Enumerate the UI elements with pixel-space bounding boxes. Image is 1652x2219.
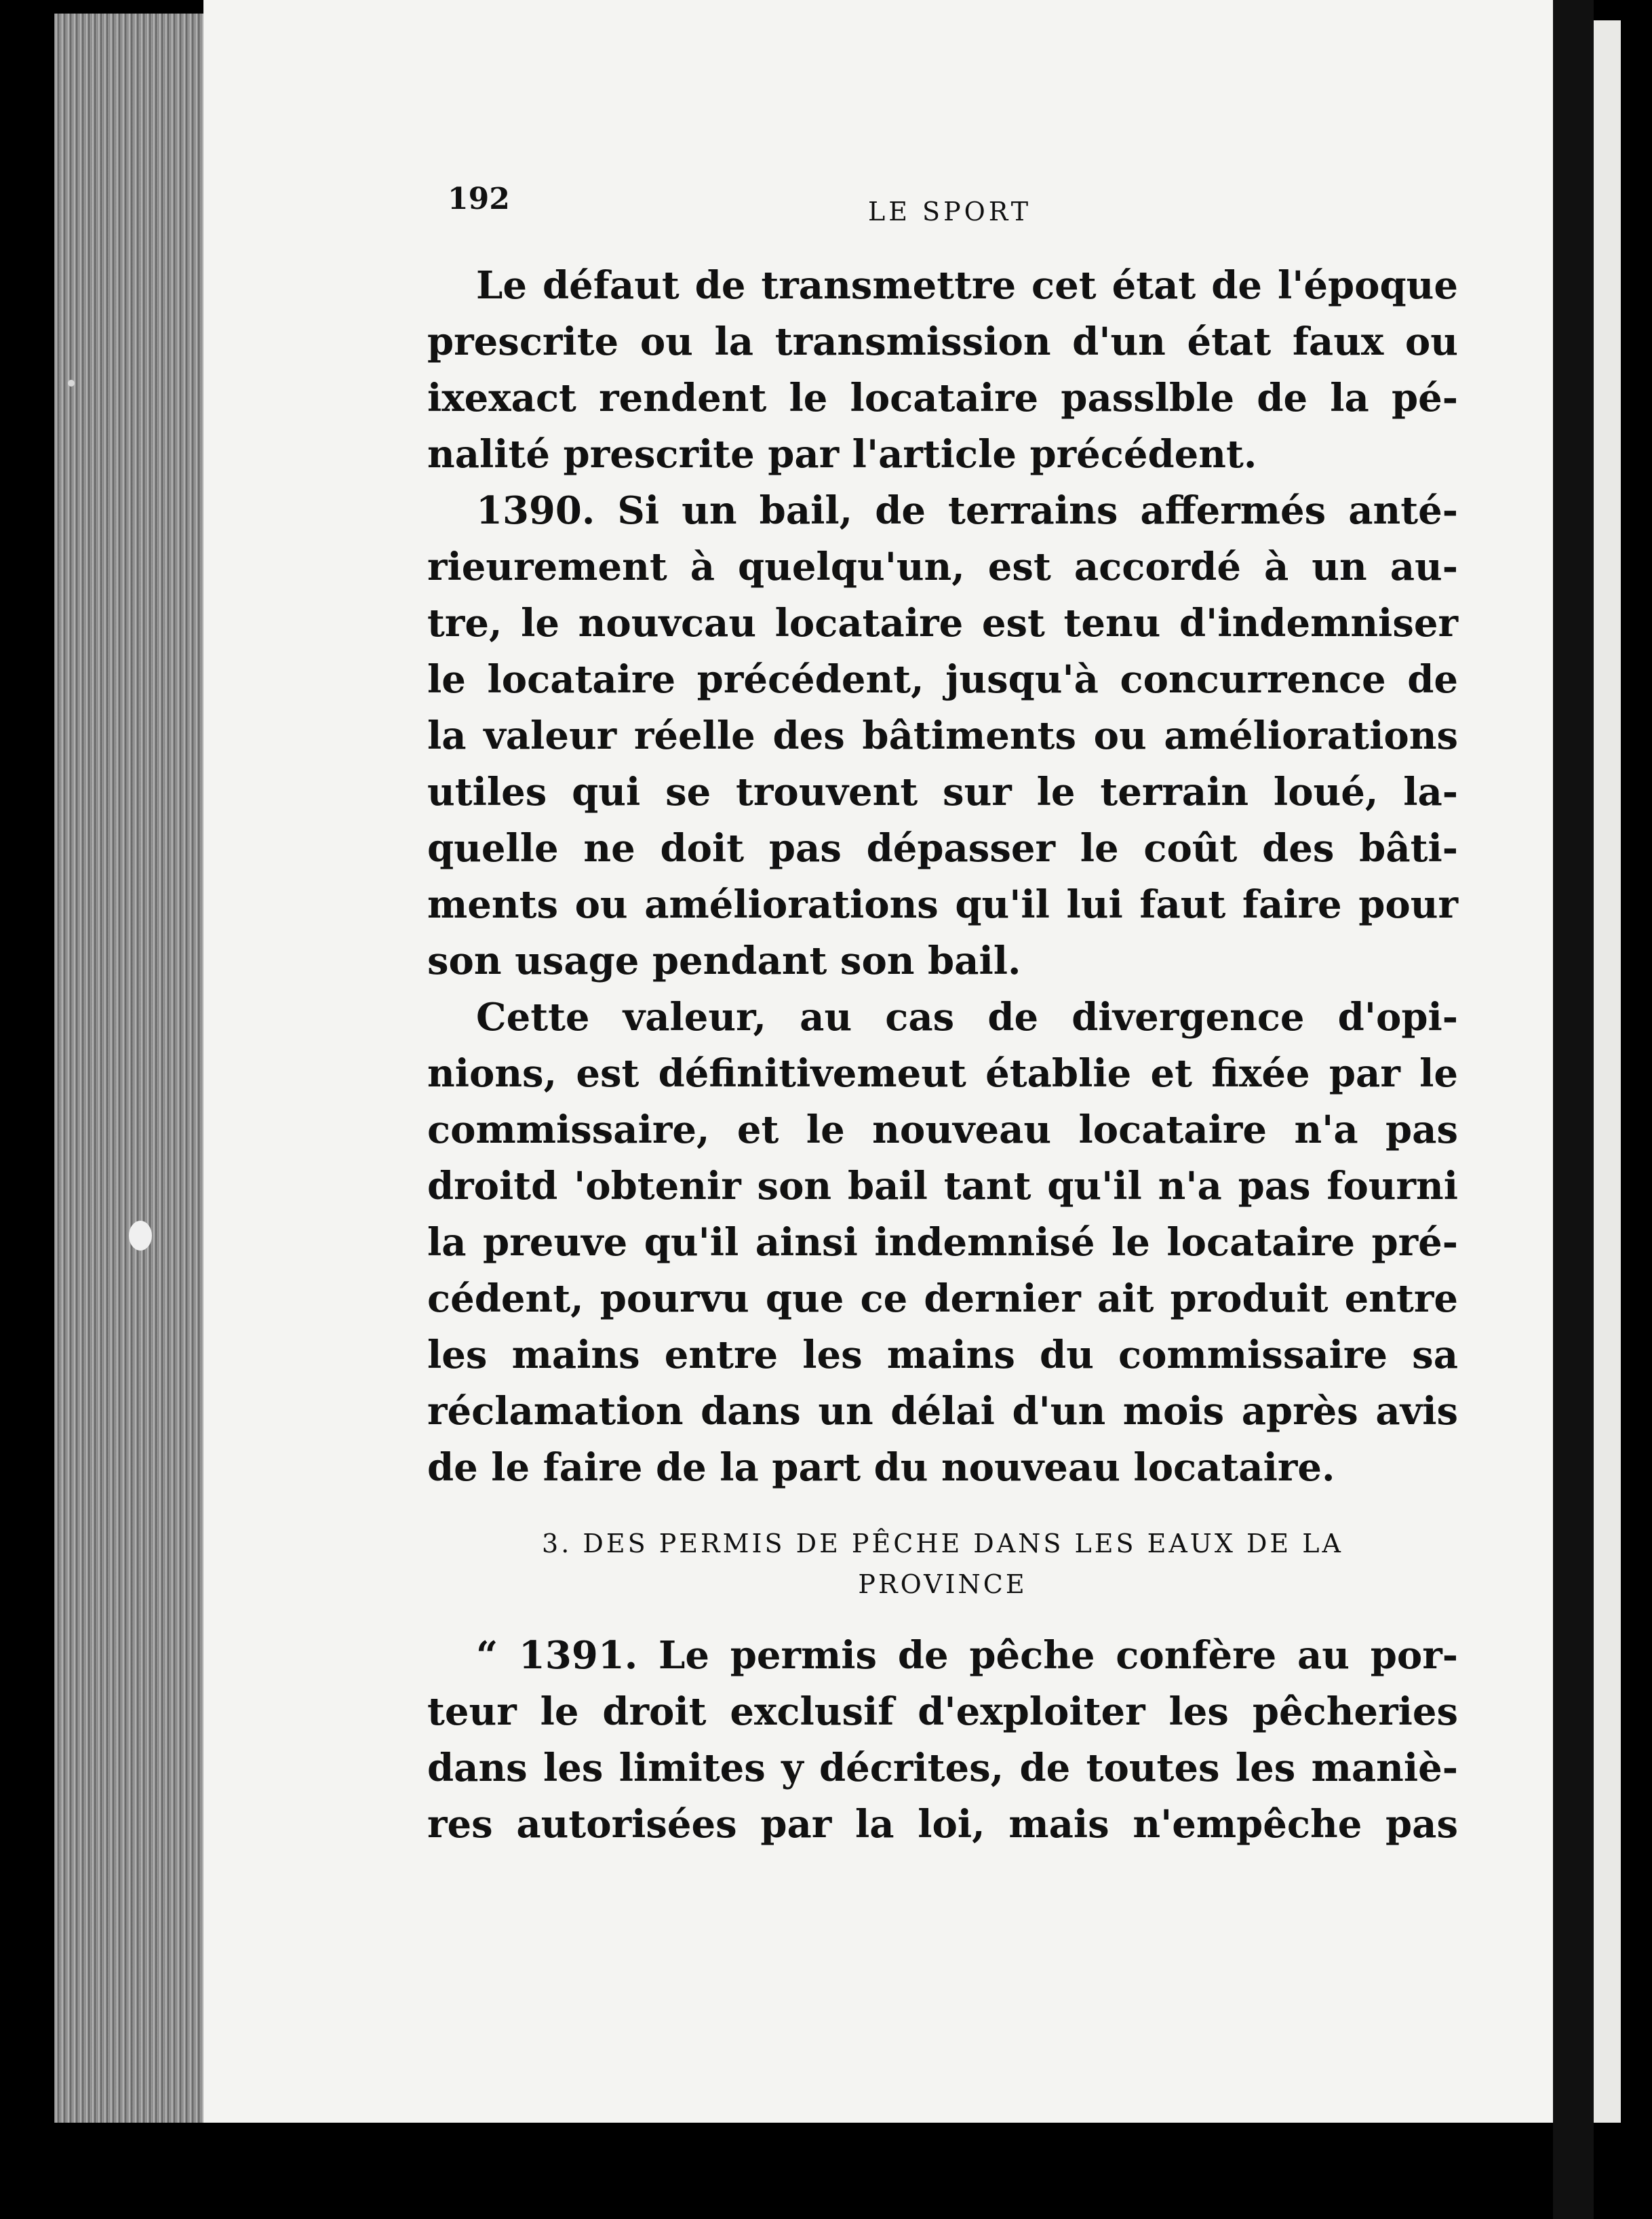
text-line: cédent, pourvu que ce dernier ait produit entre [427, 1276, 1458, 1321]
section-heading [427, 1523, 1458, 1605]
body-text [427, 258, 1458, 1853]
text-line: ixexact rendent le locataire passlble de la pé- [427, 376, 1458, 420]
section-heading-line: PROVINCE [858, 1569, 1027, 1599]
text-line: Le défaut de transmettre cet état de l'époque [476, 263, 1458, 308]
text-line: les mains entre les mains du commissaire sa [427, 1333, 1458, 1377]
scan-speck [129, 1221, 152, 1251]
text-line: nalité prescrite par l'article précédent. [427, 432, 1257, 477]
section-heading-line: 3. DES PERMIS DE PÊCHE DANS LES EAUX DE LA [542, 1529, 1343, 1558]
paragraph-1 [427, 258, 1458, 483]
text-line: le locataire précédent, jusqu'à concurrence de [427, 657, 1458, 702]
text-line: res autorisées par la loi, mais n'empêche pas [427, 1802, 1458, 1847]
paragraph-1391 [427, 1628, 1458, 1853]
scan-speck [68, 380, 75, 387]
text-line: Cette valeur, au cas de divergence d'opi- [476, 995, 1458, 1040]
text-line: son usage pendant son bail. [427, 939, 1021, 983]
text-line: 1390. Si un bail, de terrains affermés anté- [476, 488, 1458, 533]
paragraph-valeur [427, 989, 1458, 1496]
text-line: droitd 'obtenir son bail tant qu'il n'a pas fourni [427, 1164, 1458, 1209]
text-line: teur le droit exclusif d'exploiter les pêcheries [427, 1689, 1458, 1734]
text-line: la preuve qu'il ainsi indemnisé le locataire pré- [427, 1220, 1458, 1265]
text-line: de le faire de la part du nouveau locataire. [427, 1445, 1335, 1490]
text-line: utiles qui se trouvent sur le terrain loué, la- [427, 770, 1458, 814]
page-number: 192 [448, 182, 510, 216]
text-line: dans les limites y décrites, de toutes les maniè- [427, 1746, 1458, 1790]
text-line: quelle ne doit pas dépasser le coût des bâti- [427, 826, 1458, 871]
facing-page-edge [1594, 20, 1621, 2123]
text-line: rieurement à quelqu'un, est accordé à un au- [427, 545, 1458, 589]
running-title: LE SPORT [868, 197, 1032, 227]
paragraph-1390 [427, 483, 1458, 989]
text-line: la valeur réelle des bâtiments ou améliorations [427, 713, 1458, 758]
text-line: tre, le nouvcau locataire est tenu d'indemniser [427, 601, 1458, 646]
text-line: commissaire, et le nouveau locataire n'a pas [427, 1107, 1458, 1152]
text-line: “ 1391. Le permis de pêche confère au por- [476, 1633, 1458, 1678]
book-gutter [1553, 0, 1594, 2219]
text-line: réclamation dans un délai d'un mois après avis [427, 1389, 1458, 1434]
text-line: nions, est définitivemeut établie et fixée par le [427, 1051, 1458, 1096]
text-line: ments ou améliorations qu'il lui faut faire pour [427, 882, 1458, 927]
text-line: prescrite ou la transmission d'un état faux ou [427, 319, 1458, 364]
